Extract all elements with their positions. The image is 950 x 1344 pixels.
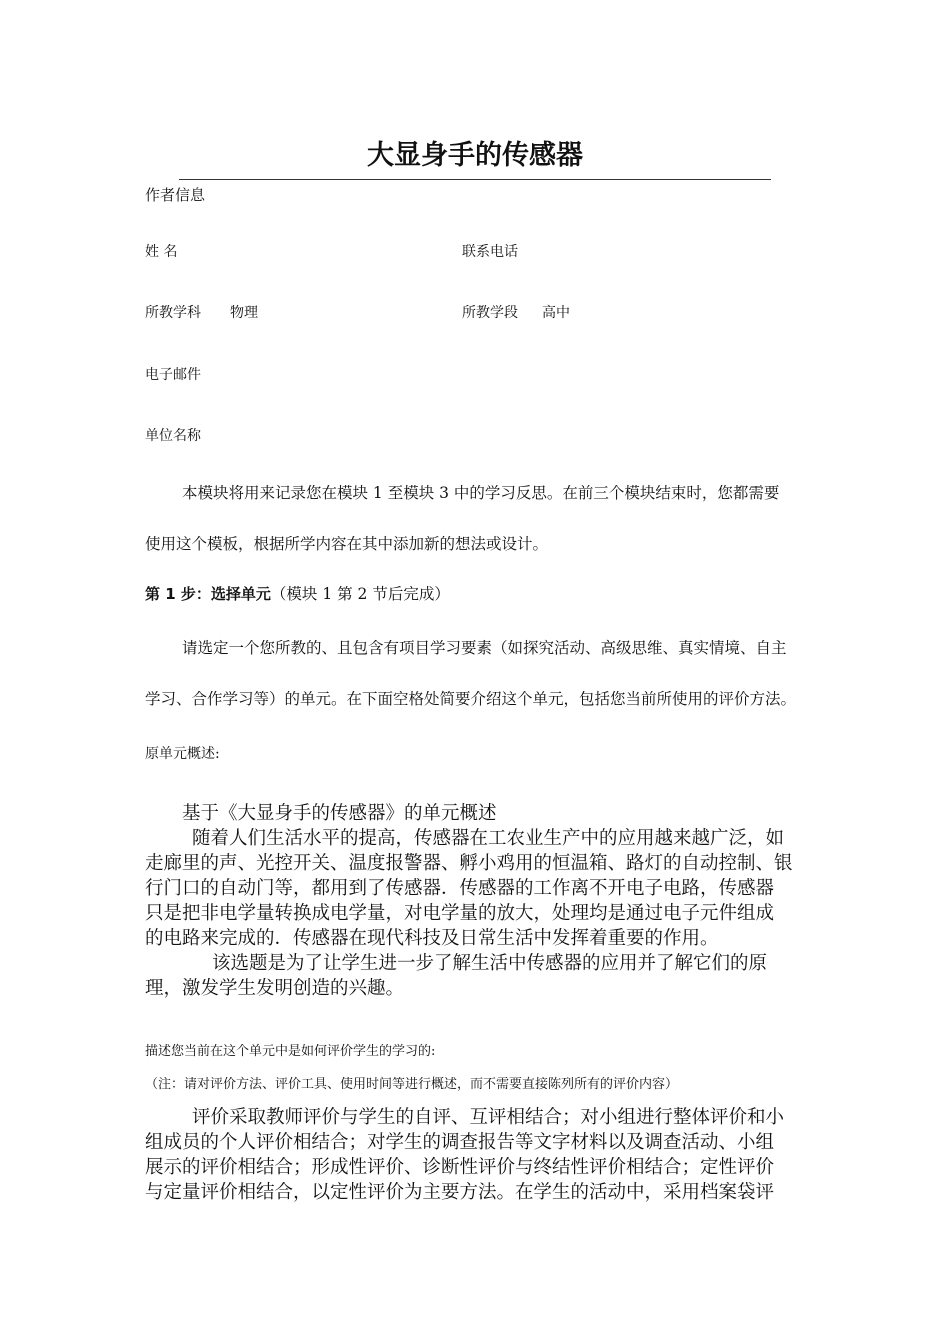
- org-label: 单位名称: [145, 428, 201, 444]
- author-info-heading: 作者信息: [145, 186, 206, 204]
- step1-line-2: 学习、合作学习等）的单元。在下面空格处简要介绍这个单元，包括您当前所使用的评价方法。: [145, 690, 797, 708]
- overview-line: 该选题是为了让学生进一步了解生活中传感器的应用并了解它们的原: [212, 953, 768, 974]
- step1-heading: [145, 582, 450, 604]
- grade-value: 高中: [542, 305, 570, 321]
- grade-label: 所教学段: [462, 305, 518, 321]
- intro-line-1: 本模块将用来记录您在模块 1 至模块 3 中的学习反思。在前三个模块结束时，您都需要: [182, 484, 780, 502]
- name-label: 姓 名: [145, 244, 178, 260]
- step1-label: 第 1 步：选择单元: [145, 585, 271, 603]
- assessment-label: 描述您当前在这个单元中是如何评价学生的学习的:: [145, 1044, 436, 1059]
- intro-line-2: 使用这个模板，根据所学内容在其中添加新的想法或设计。: [145, 535, 549, 553]
- assessment-line: 组成员的个人评价相结合；对学生的调查报告等文字材料以及调查活动、小组: [145, 1132, 775, 1153]
- subject-value: 物理: [230, 305, 258, 321]
- step1-note: （模块 1 第 2 节后完成）: [270, 585, 450, 603]
- overview-line: 走廊里的声、光控开关、温度报警器、孵小鸡用的恒温箱、路灯的自动控制、银: [145, 853, 793, 874]
- assessment-note: （注：请对评价方法、评价工具、使用时间等进行概述，而不需要直接陈列所有的评价内容）: [145, 1077, 679, 1092]
- phone-label: 联系电话: [462, 244, 518, 260]
- subject-label: 所教学科: [145, 305, 201, 321]
- email-label: 电子邮件: [145, 367, 201, 383]
- assessment-line: 展示的评价相结合；形成性评价、诊断性评价与终结性评价相结合；定性评价: [145, 1157, 775, 1178]
- overview-heading: 基于《大显身手的传感器》的单元概述: [182, 803, 497, 824]
- overview-line: 理，激发学生发明创造的兴趣。: [145, 978, 405, 999]
- document-title: 大显身手的传感器: [367, 140, 583, 171]
- title-underline: [179, 179, 771, 180]
- step1-line-1: 请选定一个您所教的、且包含有项目学习要素（如探究活动、高级思维、真实情境、自主: [182, 639, 787, 657]
- assessment-line: 评价采取教师评价与学生的自评、互评相结合；对小组进行整体评价和小: [192, 1107, 785, 1128]
- overview-line: 随着人们生活水平的提高，传感器在工农业生产中的应用越来越广泛，如: [192, 828, 785, 849]
- overview-line: 只是把非电学量转换成电学量，对电学量的放大，处理均是通过电子元件组成: [145, 903, 775, 924]
- overview-line: 行门口的自动门等，都用到了传感器．传感器的工作离不开电子电路，传感器: [145, 878, 775, 899]
- overview-line: 的电路来完成的．传感器在现代科技及日常生活中发挥着重要的作用。: [145, 928, 719, 949]
- assessment-line: 与定量评价相结合，以定性评价为主要方法。在学生的活动中，采用档案袋评: [145, 1182, 775, 1203]
- overview-label: 原单元概述:: [145, 746, 220, 762]
